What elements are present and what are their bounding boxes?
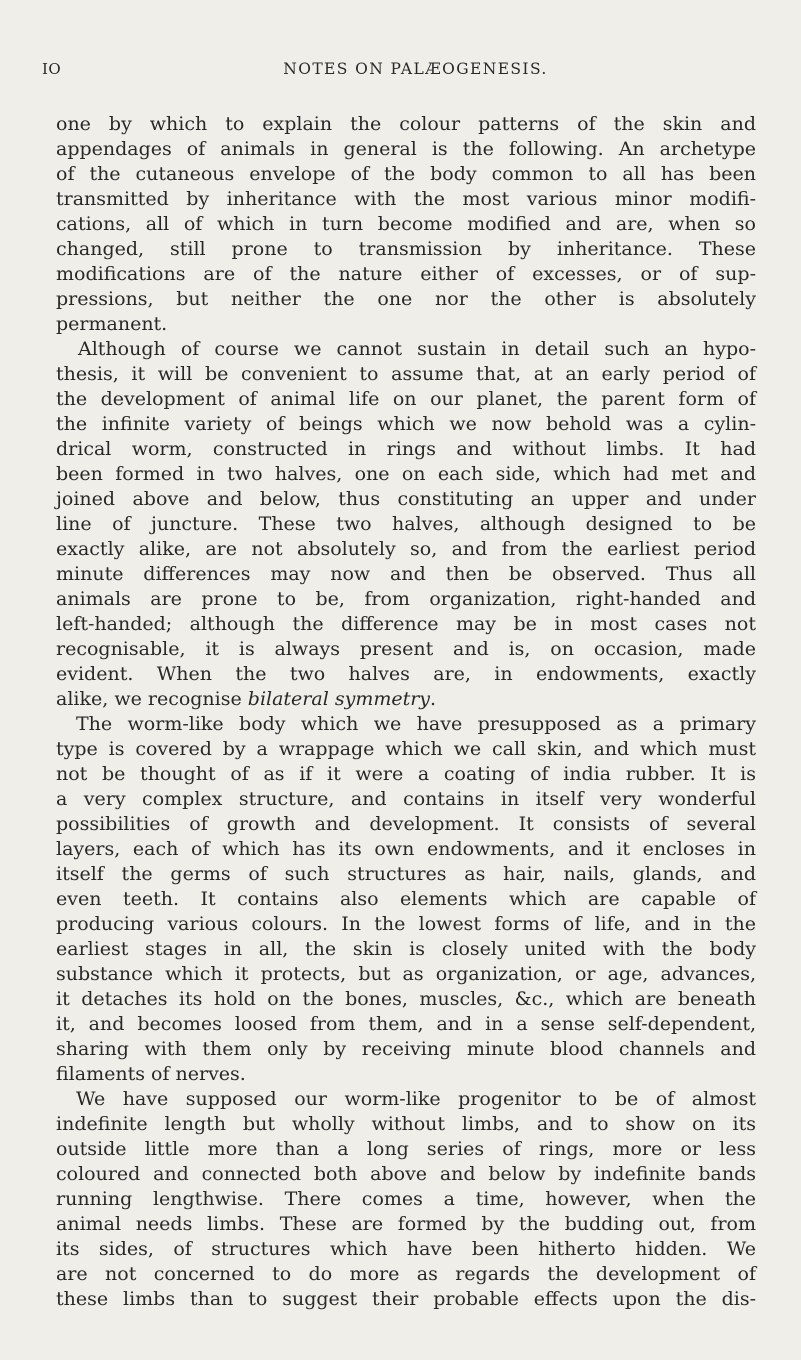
text-line: earliest stages in all, the skin is closely united with the body	[56, 938, 756, 960]
page-number: IO	[42, 60, 62, 78]
text-line: Although of course we cannot sustain in detail such an hypo-	[78, 338, 756, 360]
text-line: not be thought of as if it were a coating of india rubber. It is	[56, 763, 756, 785]
paragraph	[56, 1087, 756, 1312]
text-line: are not concerned to do more as regards the development of	[56, 1263, 756, 1285]
body-text	[56, 112, 756, 1312]
text-line: indefinite length but wholly without limbs, and to show on its	[56, 1113, 756, 1135]
text-line: coloured and connected both above and below by indefinite bands	[56, 1163, 756, 1185]
text-line: producing various colours. In the lowest forms of life, and in the	[56, 913, 756, 935]
paragraph	[56, 712, 756, 1087]
text-line: one by which to explain the colour patterns of the skin and	[56, 113, 756, 135]
text-line: left-handed; although the difference may be in most cases not	[56, 613, 756, 635]
text-line: joined above and below, thus constituting an upper and under	[56, 488, 756, 510]
text-line: of the cutaneous envelope of the body common to all has been	[56, 163, 756, 185]
text-line: animals are prone to be, from organization, right-handed and	[56, 588, 756, 610]
text-line: even teeth. It contains also elements which are capable of	[56, 888, 756, 910]
text-line: minute differences may now and then be observed. Thus all	[56, 563, 756, 585]
text-line: the development of animal life on our planet, the parent form of	[56, 388, 756, 410]
text-line: pressions, but neither the one nor the other is absolutely	[56, 288, 756, 310]
text-line: animal needs limbs. These are formed by the budding out, from	[56, 1213, 756, 1235]
text-line: cations, all of which in turn become modified and are, when so	[56, 213, 756, 235]
text-line: been formed in two halves, one on each side, which had met and	[56, 463, 756, 485]
paragraph	[56, 337, 756, 712]
text-line: thesis, it will be convenient to assume that, at an early period of	[56, 363, 756, 385]
text-line: line of juncture. These two halves, although designed to be	[56, 513, 756, 535]
text-segment: alike, we recognise	[56, 688, 248, 710]
text-line: its sides, of structures which have been hitherto hidden. We	[56, 1238, 756, 1260]
text-line: sharing with them only by receiving minute blood channels and	[56, 1038, 756, 1060]
italic-term: bilateral symmetry	[247, 688, 431, 710]
text-line: a very complex structure, and contains in itself very wonderful	[56, 788, 756, 810]
text-line: substance which it protects, but as organization, or age, advances,	[56, 963, 756, 985]
text-line: evident. When the two halves are, in endowments, exactly	[56, 663, 756, 685]
running-head: NOTES ON PALÆOGENESIS.	[283, 60, 548, 78]
text-line: type is covered by a wrappage which we call skin, and which must	[56, 738, 756, 760]
text-line: transmitted by inheritance with the most various minor modifi-	[56, 188, 756, 210]
text-line: modifications are of the nature either of excesses, or of sup-	[56, 263, 756, 285]
text-line: permanent.	[56, 313, 168, 335]
text-line: changed, still prone to transmission by inheritance. These	[56, 238, 756, 260]
text-line: drical worm, constructed in rings and without limbs. It had	[56, 438, 756, 460]
text-line: filaments of nerves.	[56, 1063, 246, 1085]
text-line: outside little more than a long series of rings, more or less	[56, 1138, 756, 1160]
text-line: the infinite variety of beings which we now behold was a cylin-	[56, 413, 756, 435]
text-line: appendages of animals in general is the following. An archetype	[56, 138, 756, 160]
text-line: it detaches its hold on the bones, muscles, &c., which are beneath	[56, 988, 756, 1010]
text-line: itself the germs of such structures as hair, nails, glands, and	[56, 863, 756, 885]
text-line: these limbs than to suggest their probable effects upon the dis-	[56, 1288, 756, 1310]
text-line	[56, 687, 756, 712]
text-line: possibilities of growth and development. It consists of several	[56, 813, 756, 835]
text-line: The worm-like body which we have presupposed as a primary	[76, 713, 756, 735]
text-line: We have supposed our worm-like progenitor to be of almost	[76, 1088, 756, 1110]
text-line: running lengthwise. There comes a time, however, when the	[56, 1188, 756, 1210]
text-line: layers, each of which has its own endowments, and it encloses in	[56, 838, 756, 860]
text-line: exactly alike, are not absolutely so, and from the earliest period	[56, 538, 756, 560]
text-segment: .	[430, 688, 437, 710]
paragraph	[56, 112, 756, 337]
text-line: recognisable, it is always present and is, on occasion, made	[56, 638, 756, 660]
text-line: it, and becomes loosed from them, and in a sense self-dependent,	[56, 1013, 756, 1035]
